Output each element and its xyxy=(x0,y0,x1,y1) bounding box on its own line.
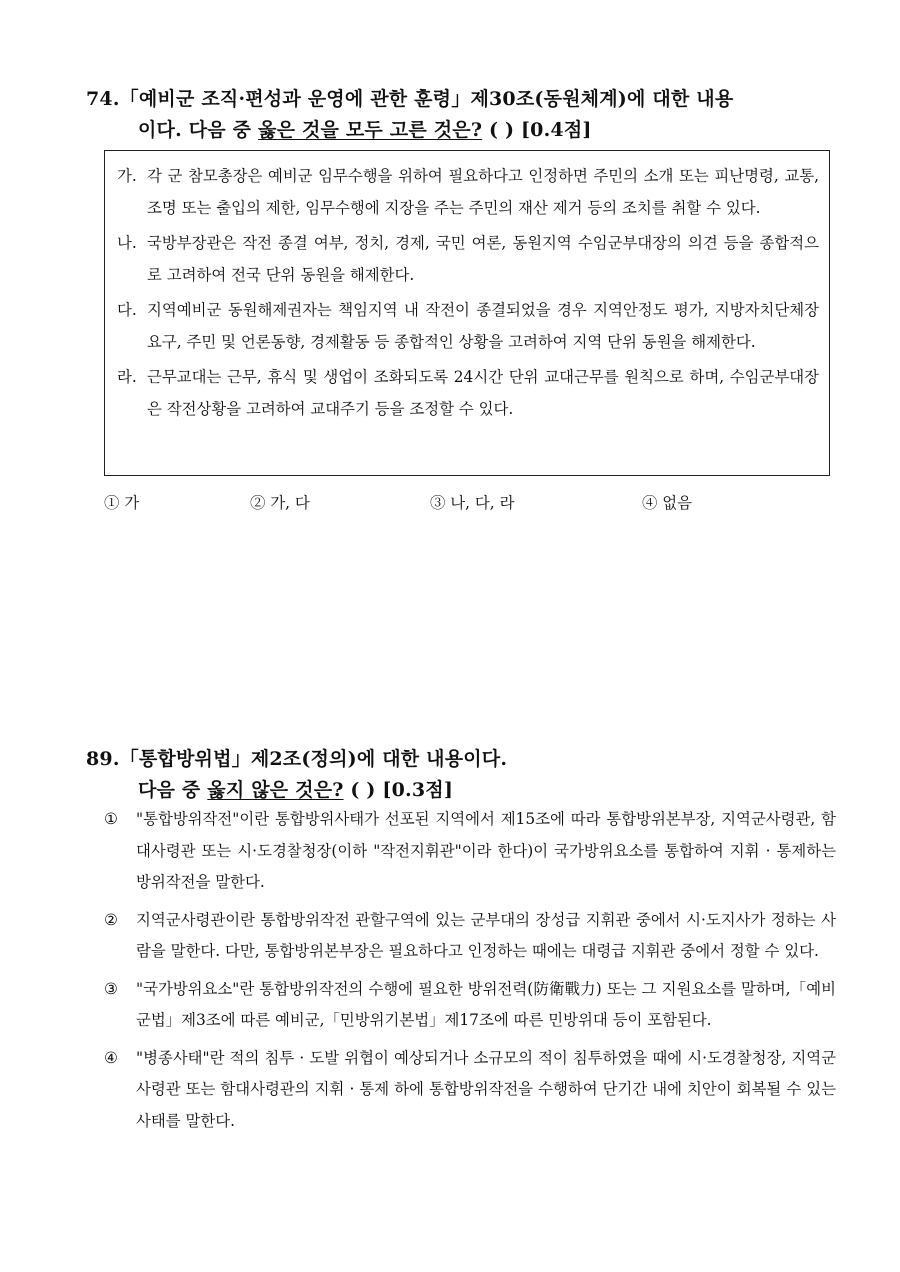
statement-na xyxy=(117,228,819,291)
statement-da xyxy=(117,295,819,358)
choice-3[interactable]: ③ 나, 다, 라 xyxy=(430,494,515,512)
question-74-choices xyxy=(104,488,824,518)
choice-2[interactable]: ② 가, 다 xyxy=(250,494,310,512)
statement-label: 나. xyxy=(117,234,137,252)
statement-label: 다. xyxy=(117,301,137,319)
option-4[interactable] xyxy=(104,1043,836,1138)
option-text: 지역군사령관이란 통합방위작전 관할구역에 있는 군부대의 장성급 지휘관 중에서 시·도지사가 정하는 사람을 말한다. 다만, 통합방위본부장은 필요하다고 인정하는 때에는 대령급 지휘관 중에서 정할 수 있다. xyxy=(136,910,836,960)
statement-text: 지역예비군 동원해제권자는 책임지역 내 작전이 종결되었을 경우 지역안정도 평가, 지방자치단체장 요구, 주민 및 언론동향, 경제활동 등 종합적인 상황을 고려하여 지역 단위 동원을 해제한다. xyxy=(147,301,819,351)
question-89-title-line2-pre: 다음 중 xyxy=(138,779,208,801)
option-3[interactable] xyxy=(104,974,836,1037)
choice-1[interactable]: ① 가 xyxy=(104,494,140,512)
option-2[interactable] xyxy=(104,905,836,968)
question-89-title-underlined: 옳지 않은 것은? xyxy=(207,779,344,801)
question-74-title-line1: 「예비군 조직·편성과 운영에 관한 훈령」제30조(동원체계)에 대한 내용 xyxy=(119,88,734,110)
option-number: ③ xyxy=(104,979,118,998)
option-1[interactable] xyxy=(104,804,836,899)
question-74-statement-box xyxy=(104,150,830,476)
option-number: ② xyxy=(104,910,118,929)
question-74-title-line2-pre: 이다. 다음 중 xyxy=(138,119,259,141)
option-number: ① xyxy=(104,810,118,828)
question-74-title-underlined: 옳은 것을 모두 고른 것은? xyxy=(258,119,483,141)
question-89-number: 89. xyxy=(86,748,120,770)
question-74-score: ( ) [0.4점] xyxy=(482,119,592,141)
question-74 xyxy=(86,84,846,146)
choice-4[interactable]: ④ 없음 xyxy=(642,494,693,512)
question-89-title-line1: 「통합방위법」제2조(정의)에 대한 내용이다. xyxy=(119,748,508,770)
statement-label: 가. xyxy=(117,167,137,185)
question-89-score: ( ) [0.3점] xyxy=(343,779,454,801)
statement-ga xyxy=(117,161,819,224)
question-89-title xyxy=(86,744,846,806)
statement-text: 근무교대는 근무, 휴식 및 생업이 조화되도록 24시간 단위 교대근무를 원칙으로 하며, 수임군부대장은 작전상황을 고려하여 교대주기 등을 조정할 수 있다. xyxy=(147,368,819,418)
question-74-number: 74. xyxy=(86,88,120,110)
option-number: ④ xyxy=(104,1048,118,1067)
statement-text: 국방부장관은 작전 종결 여부, 정치, 경제, 국민 여론, 동원지역 수임군부대장의 의견 등을 종합적으로 고려하여 전국 단위 동원을 해제한다. xyxy=(147,234,819,284)
question-89 xyxy=(86,744,846,806)
statement-text: 각 군 참모총장은 예비군 임무수행을 위하여 필요하다고 인정하면 주민의 소개 또는 피난명령, 교통, 조명 또는 출입의 제한, 임무수행에 지장을 주는 주민의 재산 제거 등의 조치를 취할 수 있다. xyxy=(147,167,819,217)
statement-ra xyxy=(117,362,819,425)
question-74-title xyxy=(86,84,846,146)
statement-label: 라. xyxy=(117,368,137,386)
question-89-options xyxy=(104,804,836,1143)
option-text: "병종사태"란 적의 침투 · 도발 위협이 예상되거나 소규모의 적이 침투하였을 때에 시·도경찰청장, 지역군사령관 또는 함대사령관의 지휘 · 통제 하에 통합방위작전을 수행하여 단기간 내에 치안이 회복될 수 있는 사태를 말한다. xyxy=(136,1048,836,1130)
option-text: "통합방위작전"이란 통합방위사태가 선포된 지역에서 제15조에 따라 통합방위본부장, 지역군사령관, 함대사령관 또는 시·도경찰청장(이하 "작전지휘관"이라 한다)이 국가방위요소를 통합하여 지휘 · 통제하는 방위작전을 말한다. xyxy=(136,810,836,891)
option-text: "국가방위요소"란 통합방위작전의 수행에 필요한 방위전력(防衛戰力) 또는 그 지원요소를 말하며,「예비군법」제3조에 따른 예비군,「민방위기본법」제17조에 따른 민방위대 등이 포함된다. xyxy=(136,979,836,1029)
